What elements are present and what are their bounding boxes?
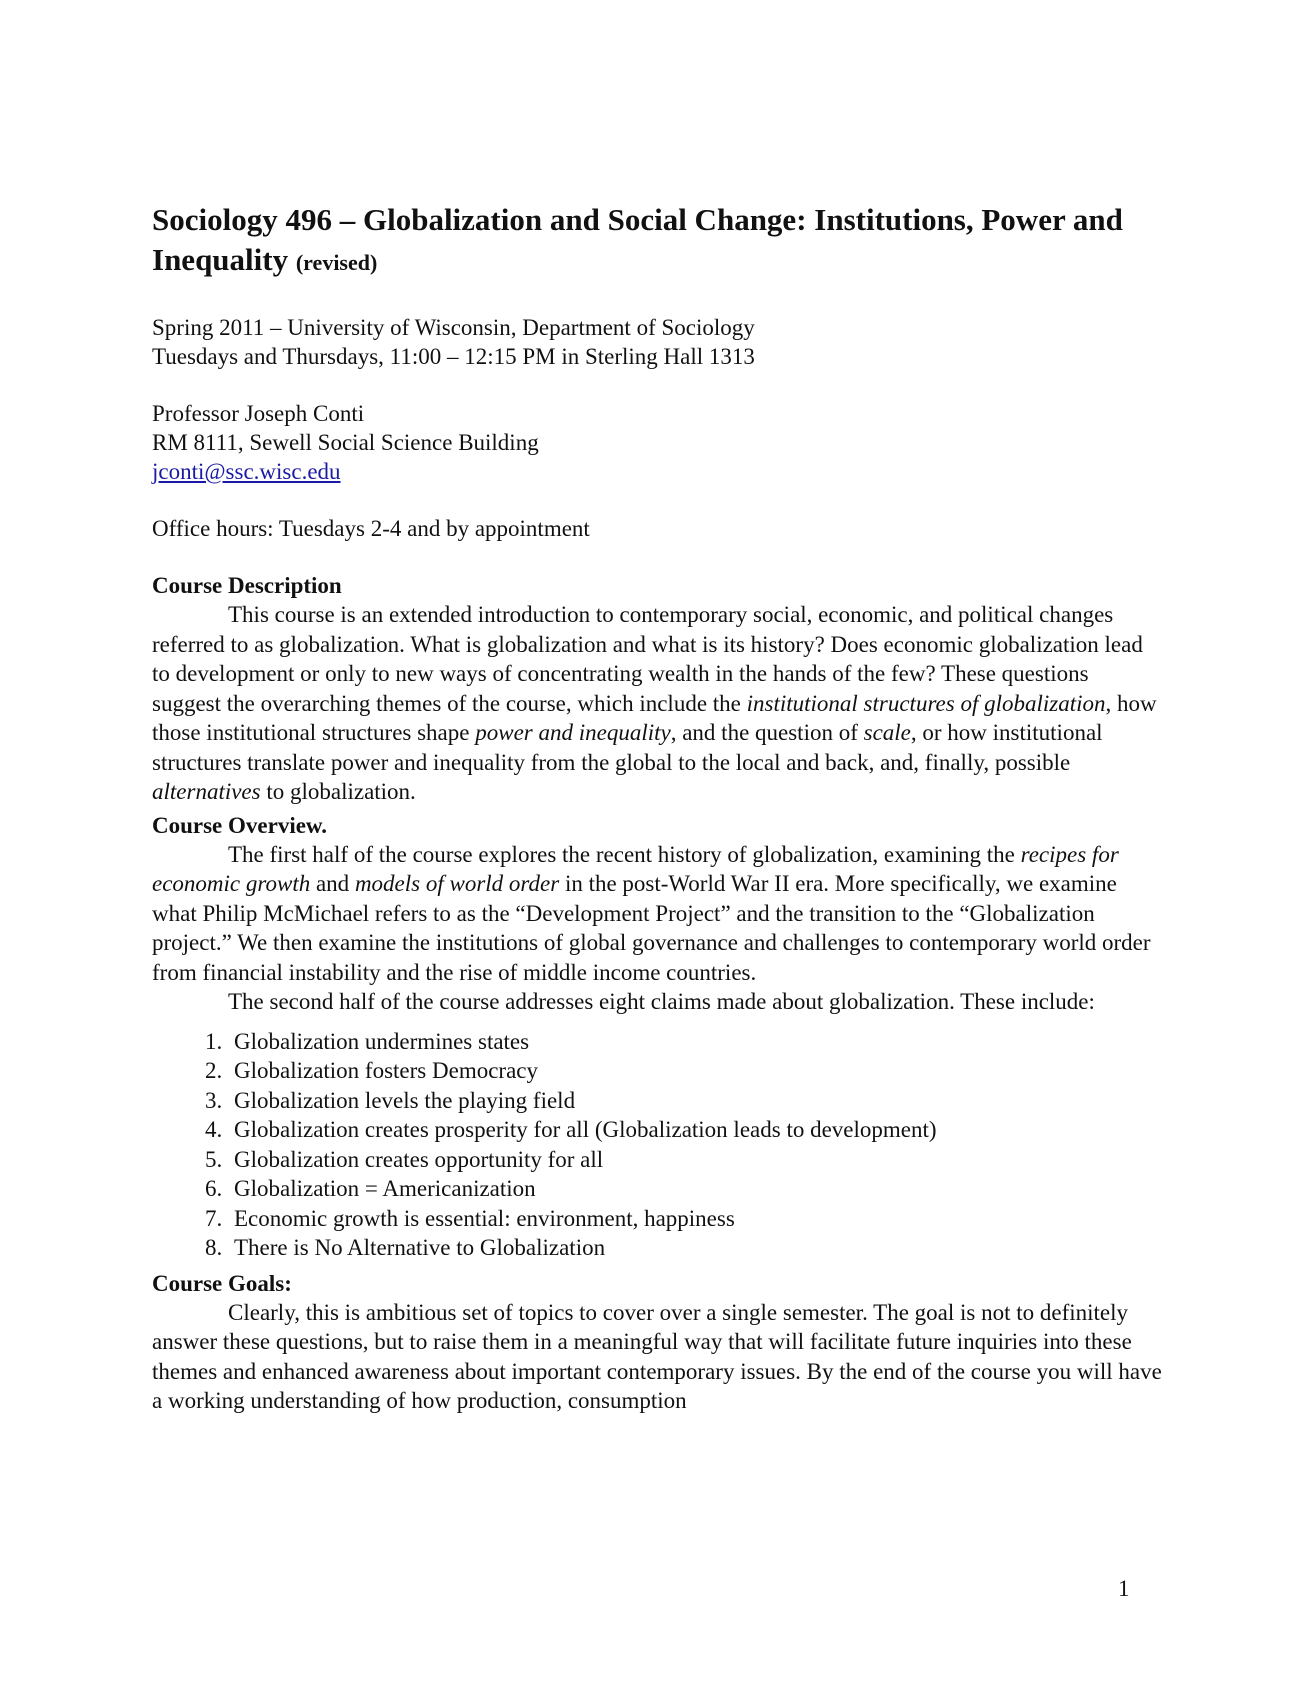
course-goals-section — [152, 1269, 1162, 1416]
course-goals-paragraph: Clearly, this is ambitious set of topics to cover over a single semester. The goal is not to definitely answer these questions, but to raise them in a meaningful way that will facilitate future inquiries into these themes and enhanced awareness about important contemporary issues. By the end of the course you will have a working understanding of how production, consumption — [152, 1299, 1162, 1413]
course-overview-heading: Course Overview. — [152, 812, 328, 838]
office-hours: Office hours: Tuesdays 2-4 and by appointment — [152, 516, 590, 541]
list-item: 6. Globalization = Americanization — [228, 1174, 1162, 1204]
emphasis-alternatives: alternatives — [152, 779, 261, 804]
list-item: 1. Globalization undermines states — [228, 1027, 1162, 1057]
text-run: , or how institutional structures translate power and inequality from the global to the local and back, and, finally, possible — [152, 720, 1103, 775]
text-run: in the post-World War II era. More specifically, we examine what Philip McMichael refers to as the “Development Project” and the transition to the “Globalization project.” We then examine the institutions of global governance and challenges to contemporary world order from financial instability and the rise of middle income countries. — [152, 871, 1151, 985]
course-overview-paragraph-1 — [152, 840, 1162, 988]
list-item: 7. Economic growth is essential: environment, happiness — [228, 1204, 1162, 1234]
document-title — [152, 200, 1162, 283]
text-run: The first half of the course explores the recent history of globalization, examining the — [228, 841, 1021, 867]
professor-name: Professor Joseph Conti — [152, 401, 365, 426]
emphasis-scale: scale — [863, 720, 911, 745]
text-run: This course is an extended introduction to contemporary social, economic, and political changes referred to as globalization. What is globalization and what is its history? Does economic globalization lead to development or only to new ways of concentrating wealth in the hands of the few? These questions suggest the overarching themes of the course, which include the — [152, 602, 1143, 716]
claims-list — [152, 1027, 1162, 1263]
page-number: 1 — [1118, 1576, 1130, 1601]
list-item: 3. Globalization levels the playing field — [228, 1086, 1162, 1116]
course-term: Spring 2011 – University of Wisconsin, Department of Sociology — [152, 315, 755, 340]
professor-info — [152, 399, 1162, 486]
list-item: 2. Globalization fosters Democracy — [228, 1056, 1162, 1086]
emphasis-recipes: recipes for economic growth — [152, 841, 1119, 896]
course-description-section — [152, 571, 1162, 807]
text-run: , how those institutional structures shape — [152, 690, 1157, 745]
list-item: 5. Globalization creates opportunity for all — [228, 1145, 1162, 1175]
course-overview-paragraph-2: The second half of the course addresses eight claims made about globalization. These include: — [228, 989, 1095, 1014]
emphasis-power-inequality: power and inequality — [475, 720, 671, 745]
text-run: and — [310, 871, 355, 896]
course-description-paragraph — [152, 600, 1162, 807]
course-schedule: Tuesdays and Thursdays, 11:00 – 12:15 PM in Sterling Hall 1313 — [152, 344, 755, 369]
text-run: , and the question of — [670, 720, 864, 745]
list-item: 8. There is No Alternative to Globalization — [228, 1233, 1162, 1263]
document-page — [152, 200, 1162, 1416]
course-overview-section — [152, 811, 1162, 1263]
title-main: Sociology 496 – Globalization and Social Change: Institutions, Power and Inequality — [152, 202, 1123, 277]
text-run: to globalization. — [260, 779, 416, 804]
title-suffix: (revised) — [295, 250, 378, 275]
course-meta — [152, 313, 1162, 371]
emphasis-models: models of world order — [354, 871, 560, 896]
emphasis-institutional-structures: institutional structures of globalization — [746, 690, 1106, 716]
course-description-heading: Course Description — [152, 573, 342, 598]
course-goals-heading: Course Goals: — [152, 1270, 292, 1296]
professor-email-link[interactable]: jconti@ssc.wisc.edu — [152, 459, 341, 484]
professor-room: RM 8111, Sewell Social Science Building — [152, 430, 539, 455]
list-item: 4. Globalization creates prosperity for all (Globalization leads to development) — [228, 1115, 1162, 1145]
